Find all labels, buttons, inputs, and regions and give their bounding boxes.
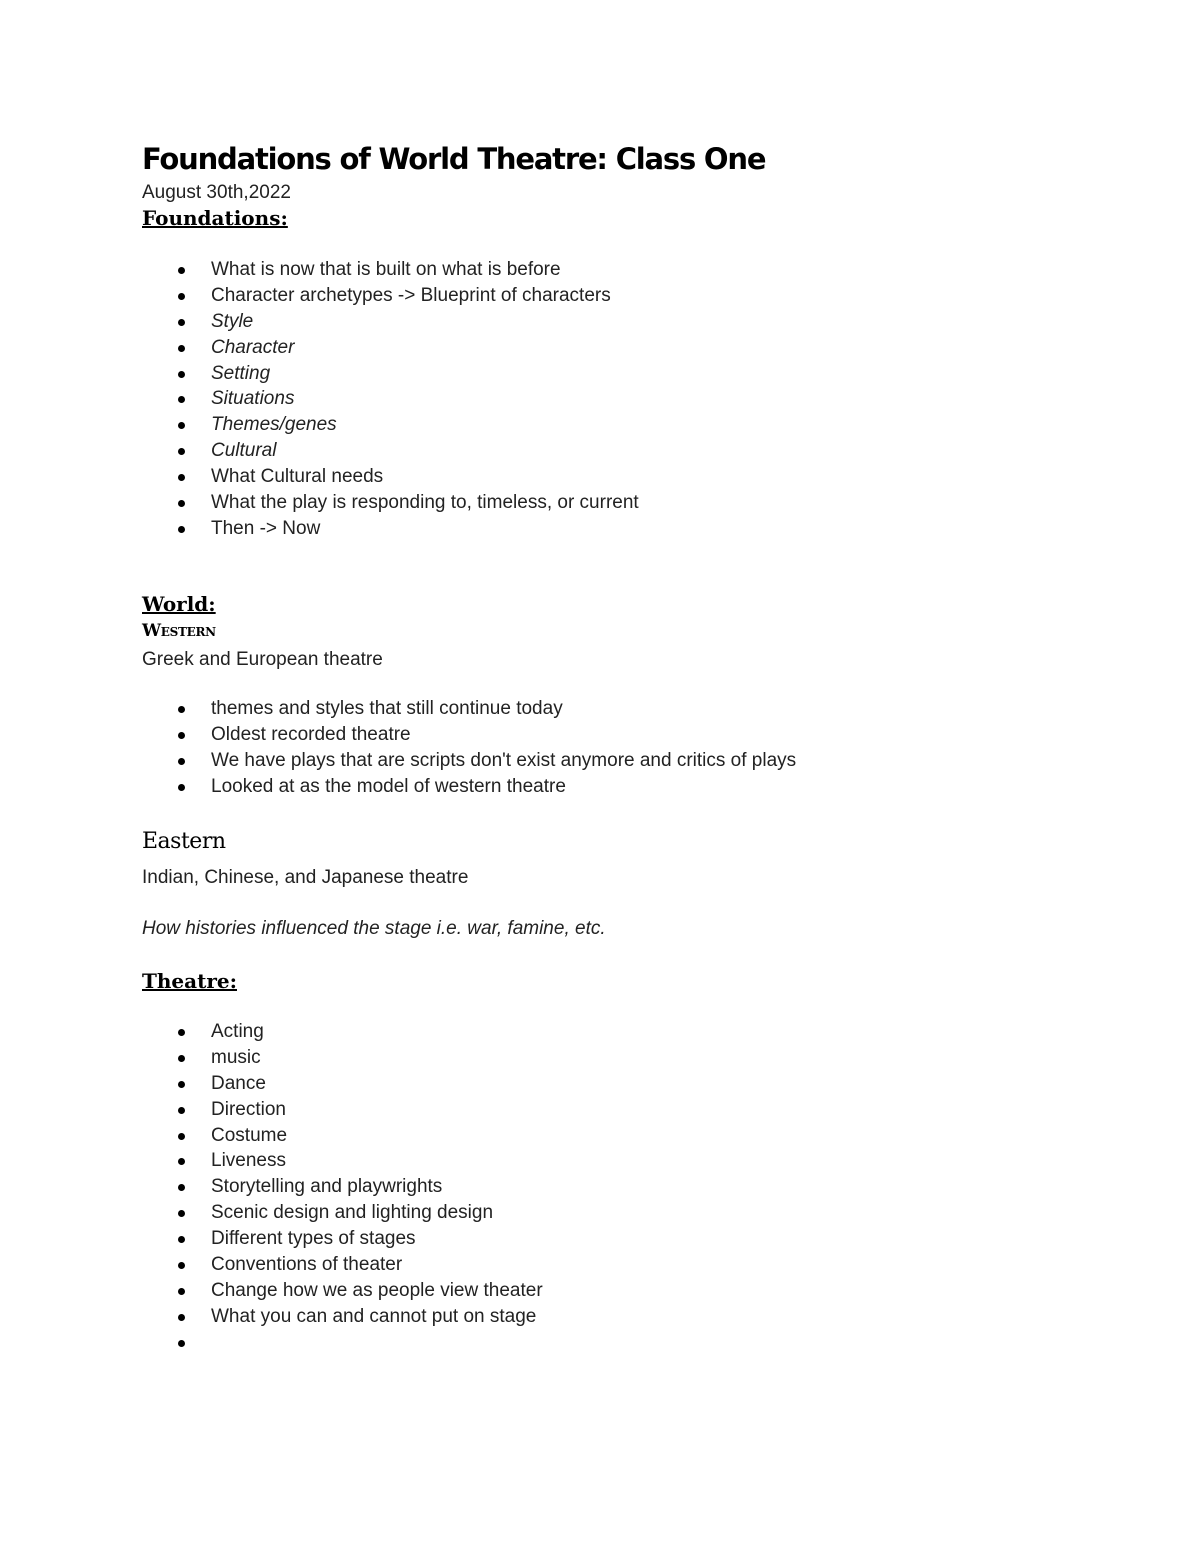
list-item	[0, 413, 639, 439]
list-item-text: Direction	[211, 1098, 286, 1120]
list-item	[0, 1227, 543, 1253]
list-item	[0, 387, 639, 413]
list-item	[0, 258, 639, 284]
bullet-icon	[178, 267, 185, 274]
list-item-text: Storytelling and playwrights	[211, 1176, 443, 1198]
list-item	[0, 1253, 543, 1279]
list-item-text: Themes/genes	[211, 414, 337, 436]
list-item-text: Oldest recorded theatre	[211, 723, 411, 745]
bullet-icon	[178, 500, 185, 507]
list-item-text: Acting	[211, 1021, 264, 1042]
bullet-icon	[178, 1133, 185, 1140]
list-item	[0, 1149, 543, 1175]
theatre-heading: Theatre:	[142, 969, 237, 993]
list-item-text: Style	[211, 310, 254, 332]
eastern-description: Indian, Chinese, and Japanese theatre	[142, 867, 469, 888]
bullet-icon	[178, 1107, 185, 1114]
document-title: Foundations of World Theatre: Class One	[142, 142, 766, 176]
list-item-text: themes and styles that still continue today	[211, 698, 563, 719]
list-item-text: What is now that is built on what is before	[211, 259, 561, 280]
list-item	[0, 749, 796, 775]
bullet-icon	[178, 1288, 185, 1295]
list-item	[0, 1098, 543, 1124]
list-item-text: Cultural	[211, 440, 277, 462]
list-item-text: Conventions of theater	[211, 1254, 403, 1276]
document-date: August 30th,2022	[142, 182, 291, 203]
bullet-icon	[178, 732, 185, 739]
list-item	[0, 697, 796, 723]
bullet-icon	[178, 293, 185, 300]
bullet-icon	[178, 345, 185, 352]
list-item	[0, 1201, 543, 1227]
list-item-text: Then -> Now	[211, 517, 321, 539]
list-item	[0, 362, 639, 388]
western-list	[0, 697, 796, 801]
list-item-text: What you can and cannot put on stage	[211, 1305, 537, 1327]
bullet-icon	[178, 319, 185, 326]
list-item-text: What Cultural needs	[211, 466, 384, 488]
bullet-icon	[178, 1184, 185, 1191]
bullet-icon	[178, 371, 185, 378]
theatre-list	[0, 1020, 543, 1357]
eastern-heading: Eastern	[142, 829, 226, 854]
bullet-icon	[178, 1029, 185, 1036]
list-item-text: Looked at as the model of western theatre	[211, 775, 566, 797]
list-item	[0, 1305, 543, 1331]
bullet-icon	[178, 1158, 185, 1165]
list-item-text: We have plays that are scripts don't exist anymore and critics of plays	[211, 749, 797, 771]
list-item-text: Setting	[211, 362, 271, 384]
bullet-icon	[178, 474, 185, 481]
list-item	[0, 1020, 543, 1046]
list-item	[0, 284, 639, 310]
list-item-text: Situations	[211, 388, 295, 410]
bullet-icon	[178, 758, 185, 765]
list-item-text: Dance	[211, 1072, 266, 1094]
bullet-icon	[178, 422, 185, 429]
bullet-icon	[178, 784, 185, 791]
list-item	[0, 723, 796, 749]
list-item	[0, 1124, 543, 1150]
bullet-icon	[178, 1210, 185, 1217]
list-item	[0, 491, 639, 517]
list-item	[0, 1331, 543, 1357]
list-item	[0, 1279, 543, 1305]
bullet-icon	[178, 1236, 185, 1243]
list-item-text: Different types of stages	[211, 1228, 416, 1250]
list-item	[0, 439, 639, 465]
western-heading: Western	[142, 621, 216, 641]
list-item	[0, 1175, 543, 1201]
bullet-icon	[178, 1314, 185, 1321]
list-item	[0, 465, 639, 491]
foundations-heading: Foundations:	[142, 206, 288, 230]
list-item	[0, 517, 639, 543]
foundations-list	[0, 258, 639, 543]
world-heading: World:	[142, 592, 216, 616]
list-item	[0, 310, 639, 336]
list-item	[0, 336, 639, 362]
bullet-icon	[178, 448, 185, 455]
bullet-icon	[178, 1340, 185, 1347]
list-item-text: What the play is responding to, timeless, or current	[211, 492, 639, 514]
bullet-icon	[178, 706, 185, 713]
bullet-icon	[178, 1055, 185, 1062]
list-item-text: Change how we as people view theater	[211, 1279, 543, 1301]
list-item	[0, 1072, 543, 1098]
list-item	[0, 1046, 543, 1072]
list-item-text: Character	[211, 336, 295, 358]
bullet-icon	[178, 1262, 185, 1269]
list-item-text: Scenic design and lighting design	[211, 1202, 494, 1224]
western-description: Greek and European theatre	[142, 649, 383, 670]
list-item-text: music	[211, 1046, 261, 1068]
bullet-icon	[178, 396, 185, 403]
bullet-icon	[178, 526, 185, 533]
list-item-text: Costume	[211, 1124, 288, 1146]
list-item-text: Character archetypes -> Blueprint of characters	[211, 284, 611, 306]
bullet-icon	[178, 1081, 185, 1088]
list-item	[0, 775, 796, 801]
eastern-note: How histories influenced the stage i.e. war, famine, etc.	[142, 918, 606, 939]
list-item-text: Liveness	[211, 1150, 286, 1172]
